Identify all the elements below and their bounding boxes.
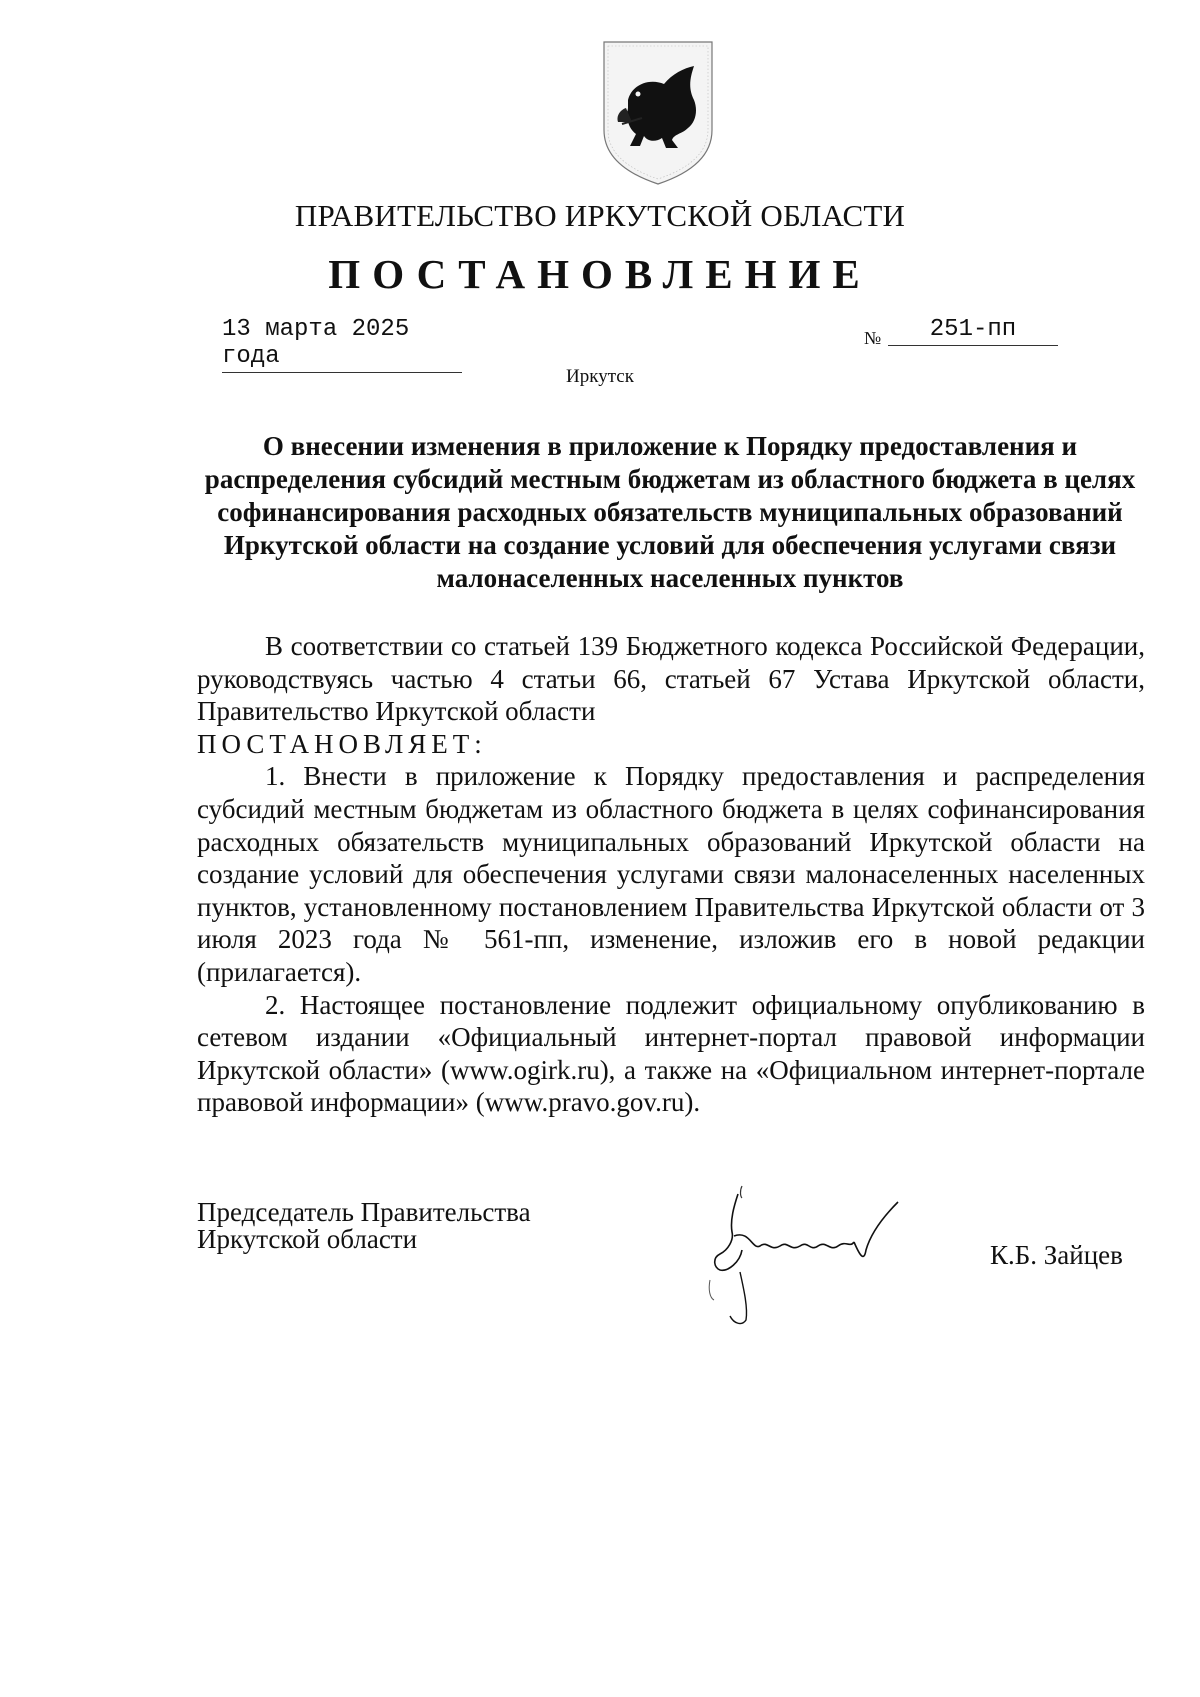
number-sign: №	[864, 328, 882, 348]
preamble-paragraph: В соответствии со статьей 139 Бюджетного кодекса Российской Федерации, руководствуясь частью 4 статьи 66, статьей 67 Устава Иркутской области, Правительство Иркутской области	[197, 631, 1145, 727]
handwritten-signature-icon	[690, 1180, 940, 1330]
document-number: 251-пп	[888, 316, 1058, 346]
item-2-paragraph: 2. Настоящее постановление подлежит официальному опубликованию в сетевом издании «Официальный интернет-портал правовой информации Иркутской области» (www.ogirk.ru), а также на «Официальном интернет-портале правовой информации» (www.pravo.gov.ru).	[197, 989, 1145, 1118]
item-1-paragraph: 1. Внести в приложение к Порядку предоставления и распределения субсидий местным бюджетам из областного бюджета в целях софинансирования расходных обязательств муниципальных образований Иркутской области на создание условий для обеспечения услугами связи малонаселенных населенных пунктов, установленному постановлением Правительства Иркутской области от 3 июля 2023 года № 561-пп, изменение, изложив его в новой редакции (прилагается).	[197, 761, 1145, 987]
document-type-title: ПОСТАНОВЛЕНИЕ	[328, 251, 872, 297]
city: Иркутск	[566, 366, 634, 387]
resolves-word: ПОСТАНОВЛЯЕТ:	[197, 728, 487, 759]
document-heading: О внесении изменения в приложение к Порядку предоставления и распределения субсидий местным бюджетам из областного бюджета в целях софинансирования расходных обязательств муниципальных образований Иркутской области на создание условий для обеспечения услугами связи малонаселенных населенных пунктов	[204, 431, 1136, 593]
document-date: 13 марта 2025 года	[222, 316, 462, 373]
signatory-name: К.Б. Зайцев	[990, 1240, 1123, 1270]
irkutsk-coat-of-arms-icon	[598, 38, 718, 188]
position-line-2: Иркутской области	[197, 1224, 418, 1254]
position-line-1: Председатель Правительства	[197, 1197, 531, 1227]
document-body	[197, 630, 1145, 1119]
signatory-position	[197, 1199, 531, 1253]
government-name: ПРАВИТЕЛЬСТВО ИРКУТСКОЙ ОБЛАСТИ	[294, 198, 906, 233]
